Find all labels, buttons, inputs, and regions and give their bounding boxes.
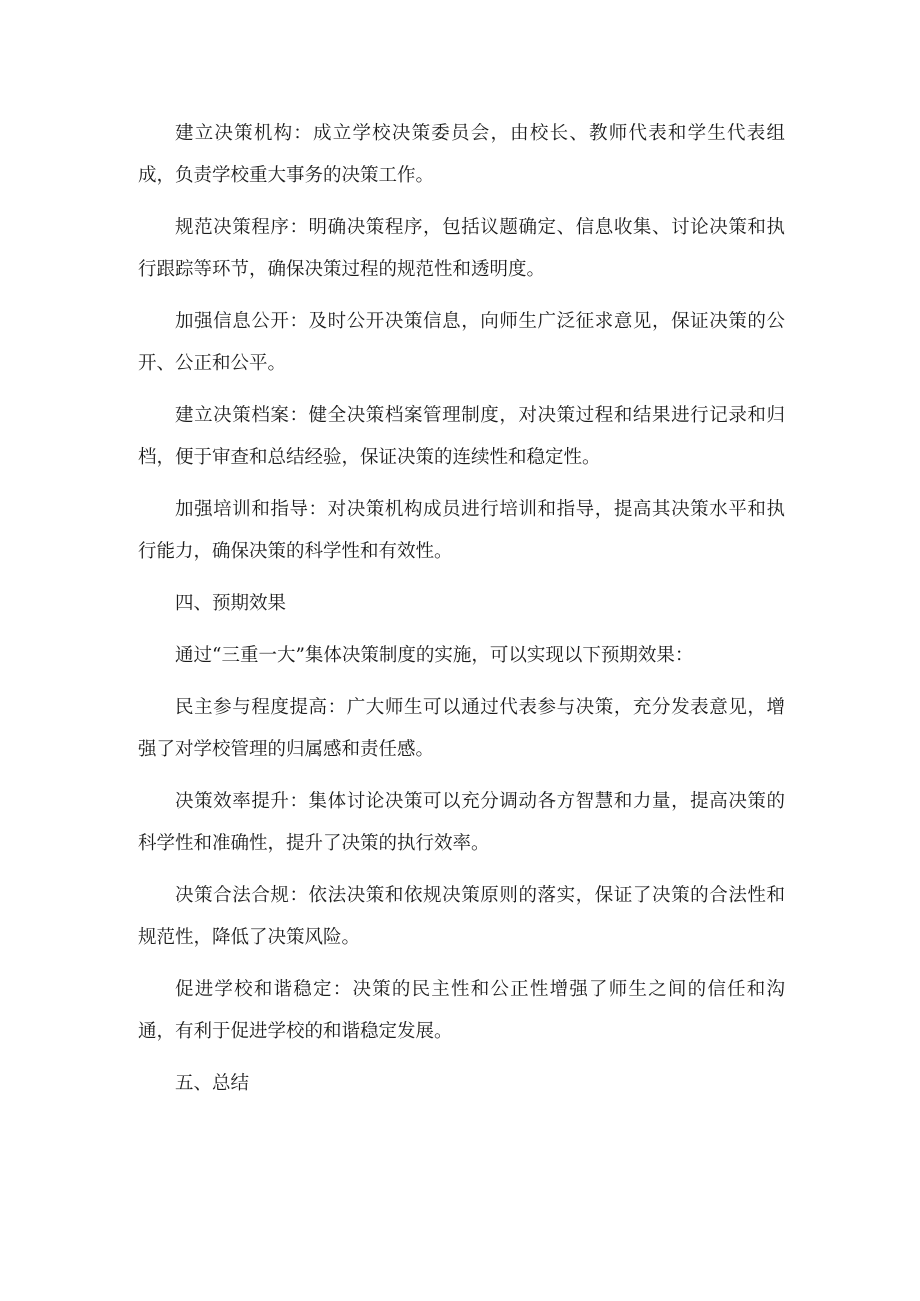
paragraph-efficiency: 决策效率提升：集体讨论决策可以充分调动各方智慧和力量，提高决策的科学性和准确性，提升了决策的执行效率。: [138, 791, 785, 854]
document-body: [138, 113, 785, 1115]
paragraph-establish-decision-body: 建立决策机构：成立学校决策委员会，由校长、教师代表和学生代表组成，负责学校重大事务的决策工作。: [138, 123, 785, 186]
paragraph-standardize-procedure: 规范决策程序：明确决策程序，包括议题确定、信息收集、讨论决策和执行跟踪等环节，确保决策过程的规范性和透明度。: [138, 217, 785, 280]
section-heading-summary: 五、总结: [175, 1073, 250, 1094]
paragraph-harmony-stability: 促进学校和谐稳定：决策的民主性和公正性增强了师生之间的信任和沟通，有利于促进学校的和谐稳定发展。: [138, 979, 785, 1042]
paragraph-information-disclosure: 加强信息公开：及时公开决策信息，向师生广泛征求意见，保证决策的公开、公正和公平。: [138, 311, 785, 374]
paragraph-democratic-participation: 民主参与程度提高：广大师生可以通过代表参与决策，充分发表意见，增强了对学校管理的归属感和责任感。: [138, 697, 785, 760]
paragraph-legal-compliance: 决策合法合规：依法决策和依规决策原则的落实，保证了决策的合法性和规范性，降低了决策风险。: [138, 885, 785, 948]
paragraph-effects-intro: 通过“三重一大”集体决策制度的实施，可以实现以下预期效果：: [175, 645, 694, 666]
paragraph-decision-archive: 建立决策档案：健全决策档案管理制度，对决策过程和结果进行记录和归档，便于审查和总结经验，保证决策的连续性和稳定性。: [138, 405, 785, 468]
section-heading-expected-effects: 四、预期效果: [175, 593, 287, 614]
paragraph-training-guidance: 加强培训和指导：对决策机构成员进行培训和指导，提高其决策水平和执行能力，确保决策的科学性和有效性。: [138, 499, 785, 562]
